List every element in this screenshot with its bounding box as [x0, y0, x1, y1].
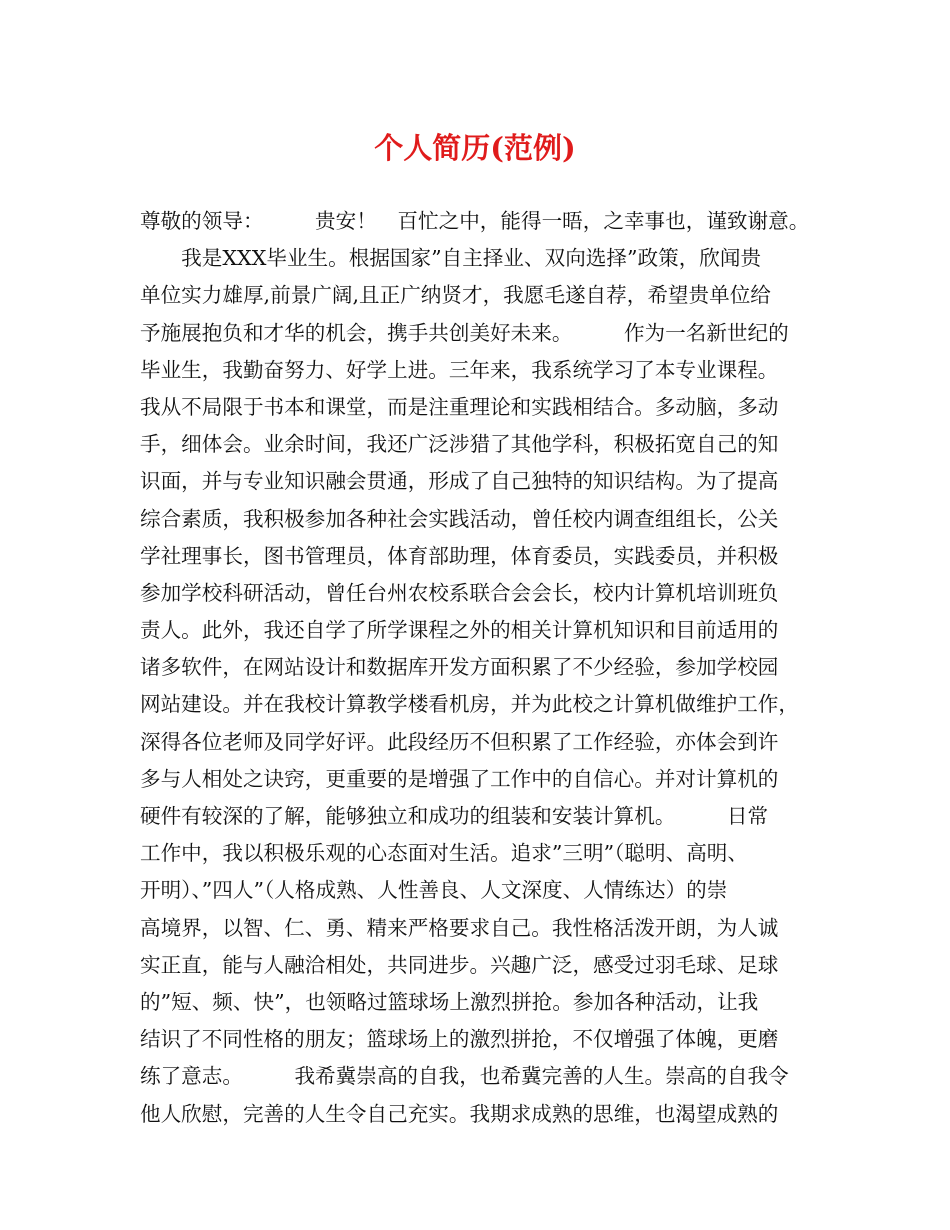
- body-line: 深得各位老师及同学好评。此段经历不但积累了工作经验，亦体会到许: [140, 729, 779, 754]
- body-line: 练了意志。 我希冀崇高的自我，也希冀完善的人生。崇高的自我令: [140, 1064, 789, 1089]
- body-line: 责人。此外，我还自学了所学课程之外的相关计算机知识和目前适用的: [140, 618, 779, 643]
- document-body: [140, 203, 820, 1133]
- body-line: 毕业生，我勤奋努力、好学上进。三年来，我系统学习了本专业课程。: [140, 357, 779, 382]
- body-line: 他人欣慰，完善的人生令自己充实。我期求成熟的思维，也渴望成熟的: [140, 1101, 779, 1126]
- document-title: 个人简历(范例): [374, 131, 576, 165]
- body-line: 综合素质，我积极参加各种社会实践活动，曾任校内调查组组长，公关: [140, 506, 779, 531]
- body-line: 结识了不同性格的朋友；篮球场上的激烈拼抢，不仅增强了体魄，更磨: [140, 1027, 779, 1052]
- body-line: 网站建设。并在我校计算教学楼看机房，并为此校之计算机做维护工作，: [140, 692, 799, 717]
- body-line: 学社理事长，图书管理员，体育部助理，体育委员，实践委员，并积极: [140, 543, 779, 568]
- body-line: 予施展抱负和才华的机会，携手共创美好未来。 作为一名新世纪的: [140, 320, 789, 345]
- body-line: 我是XXX毕业生。根据国家”自主择业、双向选择”政策，欣闻贵: [140, 246, 762, 271]
- body-line: 参加学校科研活动，曾任台州农校系联合会会长，校内计算机培训班负: [140, 580, 779, 605]
- body-line: 手，细体会。业余时间，我还广泛涉猎了其他学科，积极拓宽自己的知: [140, 432, 779, 457]
- body-line: 我从不局限于书本和课堂，而是注重理论和实践相结合。多动脑，多动: [140, 394, 779, 419]
- body-line: 尊敬的领导： 贵安！ 百忙之中，能得一晤，之幸事也，谨致谢意。: [140, 209, 810, 233]
- body-line: 开明）、”四人”（人格成熟、人性善良、人文深度、人情练达）的崇: [140, 878, 728, 903]
- body-line: 硬件有较深的了解，能够独立和成功的组装和安装计算机。 日常: [140, 804, 769, 828]
- body-line: 多与人相处之诀窍，更重要的是增强了工作中的自信心。并对计算机的: [140, 766, 779, 791]
- body-line: 的”短、频、快”，也领略过篮球场上激烈拼抢。参加各种活动，让我: [140, 989, 759, 1014]
- body-line: 单位实力雄厚,前景广阔,且正广纳贤才，我愿毛遂自荐，希望贵单位给: [140, 283, 771, 308]
- body-line: 诸多软件，在网站设计和数据库开发方面积累了不少经验，参加学校园: [140, 655, 779, 680]
- body-line: 实正直，能与人融洽相处，共同进步。兴趣广泛，感受过羽毛球、足球: [140, 952, 779, 977]
- body-line: 高境界，以智、仁、勇、精来严格要求自己。我性格活泼开朗，为人诚: [140, 915, 779, 940]
- body-line: 工作中，我以积极乐观的心态面对生活。追求”三明”（聪明、高明、: [140, 841, 748, 866]
- body-line: 识面，并与专业知识融会贯通，形成了自己独特的知识结构。为了提高: [140, 469, 779, 494]
